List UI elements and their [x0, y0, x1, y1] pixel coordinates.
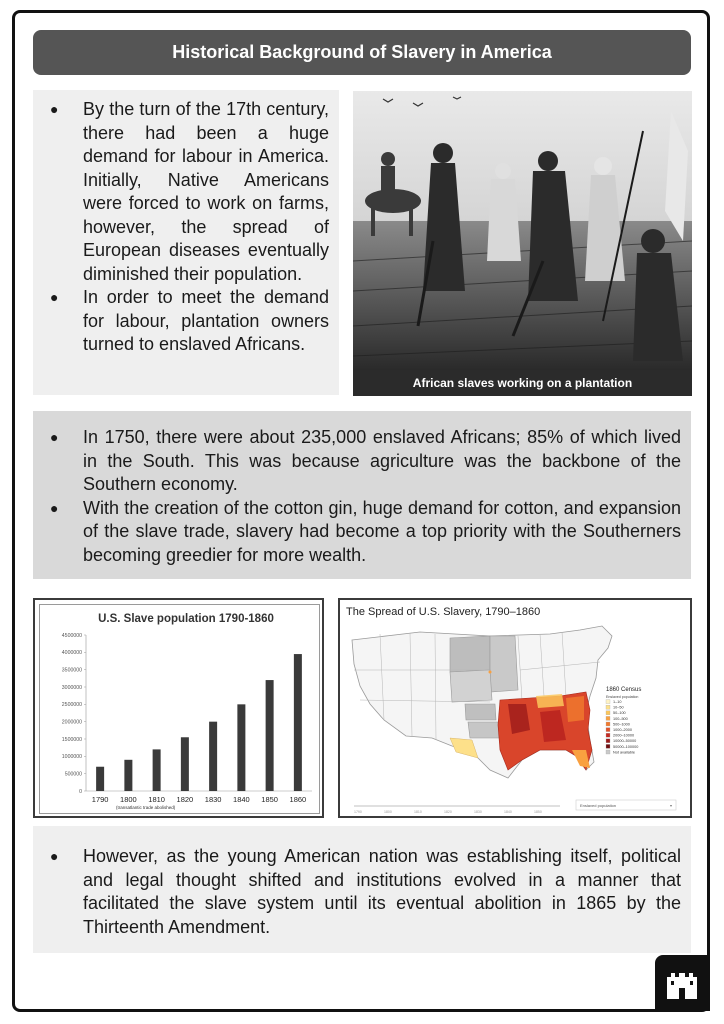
svg-text:1800: 1800: [384, 810, 392, 814]
map-legend-subtitle: Enslaved population: [606, 695, 639, 699]
bar-1850: [266, 680, 274, 791]
y-tick-label: 4000000: [61, 650, 82, 657]
legend-swatch: [606, 705, 610, 709]
map-svg: [340, 600, 690, 816]
y-tick-label: 3000000: [61, 684, 82, 691]
legend-label: 100–500: [613, 716, 628, 721]
economy-bullets: [33, 411, 691, 567]
y-tick-label: 4500000: [61, 632, 82, 639]
bar-1790: [96, 767, 104, 791]
intro-bullets: [33, 90, 339, 357]
x-tick-label: 1850: [261, 795, 278, 804]
y-tick-label: 2500000: [61, 702, 82, 709]
svg-text:1810: 1810: [414, 810, 422, 814]
bar-1810: [153, 749, 161, 791]
chart-inner-frame: [39, 604, 320, 814]
legend-swatch: [606, 750, 610, 754]
intro-panel: [33, 90, 339, 395]
x-tick-label: 1790: [91, 795, 109, 804]
svg-text:1830: 1830: [474, 810, 482, 814]
map-dropdown-label: Enslaved population: [580, 803, 617, 808]
svg-text:1790: 1790: [354, 810, 362, 814]
slavery-spread-map: [338, 598, 692, 818]
legend-label: 50000–100000: [613, 744, 639, 749]
chart-title: U.S. Slave population 1790-1860: [98, 613, 274, 625]
bar-1860: [294, 654, 302, 791]
map-legend-title: 1860 Census: [606, 687, 642, 693]
abolition-bullet-1: ● However, as the young American nation was establishing itself, political and legal thought shifted and institutions evolved in a manner that facilitated the slave system until its eventual abolition in 1865 by the Thirteenth Amendment.: [33, 845, 681, 939]
svg-text:1840: 1840: [504, 810, 512, 814]
x-tick-label: 1800: [120, 795, 137, 804]
svg-text:1820: 1820: [444, 810, 452, 814]
slave-population-chart: [33, 598, 324, 818]
legend-label: 1000–2000: [613, 728, 633, 732]
bar-1840: [237, 704, 245, 791]
y-tick-label: 1500000: [61, 736, 82, 743]
y-tick-label: 0: [79, 788, 82, 795]
intro-bullet-1: ● By the turn of the 17th century, there had been a huge demand for labour in America. Initially, Native Americans were forced to work on farms, however, the spread of European diseases eventually diminished their population.: [33, 98, 329, 286]
y-tick-label: 3500000: [61, 667, 82, 674]
y-tick-label: 2000000: [61, 719, 82, 726]
bar-1830: [209, 722, 217, 791]
x-tick-label: 1830: [204, 795, 222, 804]
x-tick-label: 1840: [233, 795, 250, 804]
plantation-photo: [353, 91, 692, 396]
legend-swatch: [606, 739, 610, 743]
legend-label: 1–10: [613, 700, 622, 704]
economy-panel: [33, 411, 691, 579]
legend-swatch: [606, 716, 610, 720]
legend-label: 10000–50000: [613, 739, 637, 744]
legend-label: 10–50: [613, 705, 624, 710]
legend-label: 50–100: [613, 711, 626, 716]
economy-bullet-2: ● With the creation of the cotton gin, huge demand for cotton, and expansion of the slave trade, slavery had become a top priority with the Southerners becoming greedier for more wealth.: [33, 497, 681, 568]
svg-text:1850: 1850: [534, 810, 542, 814]
map-title: The Spread of U.S. Slavery, 1790–1860: [346, 606, 541, 618]
y-tick-label: 500000: [64, 771, 82, 778]
abolition-panel: [33, 826, 691, 953]
x-tick-label: 1810: [148, 795, 165, 804]
legend-label: 2000–10000: [613, 733, 635, 738]
bar-chart-svg: [40, 605, 319, 813]
x-tick-label: 1820: [176, 795, 194, 804]
legend-swatch: [606, 728, 610, 732]
legend-swatch: [606, 744, 610, 748]
plantation-illustration: [353, 91, 692, 370]
map-dropdown-chevron-icon: ▾: [670, 803, 673, 808]
legend-swatch: [606, 722, 610, 726]
page-title: Historical Background of Slavery in America: [33, 30, 691, 75]
bar-1800: [124, 760, 132, 791]
brand-logo: [655, 955, 710, 1011]
legend-label: Not available: [613, 750, 635, 755]
intro-bullet-2: ● In order to meet the demand for labour, plantation owners turned to enslaved Africans.: [33, 286, 329, 357]
photo-caption: African slaves working on a plantation: [353, 370, 692, 396]
legend-swatch: [606, 711, 610, 715]
castle-icon: [655, 955, 710, 1011]
economy-bullet-1: ● In 1750, there were about 235,000 enslaved Africans; 85% of which lived in the South. This was because agriculture was the backbone of the Southern economy.: [33, 426, 681, 497]
legend-swatch: [606, 733, 610, 737]
abolition-bullets: [33, 826, 691, 939]
bar-1820: [181, 737, 189, 791]
legend-label: 500–1000: [613, 722, 630, 727]
legend-swatch: [606, 700, 610, 704]
x-tick-label: 1860: [289, 795, 307, 804]
y-tick-label: 1000000: [61, 754, 82, 761]
chart-annotation: (transatlantic trade abolished): [116, 805, 176, 810]
